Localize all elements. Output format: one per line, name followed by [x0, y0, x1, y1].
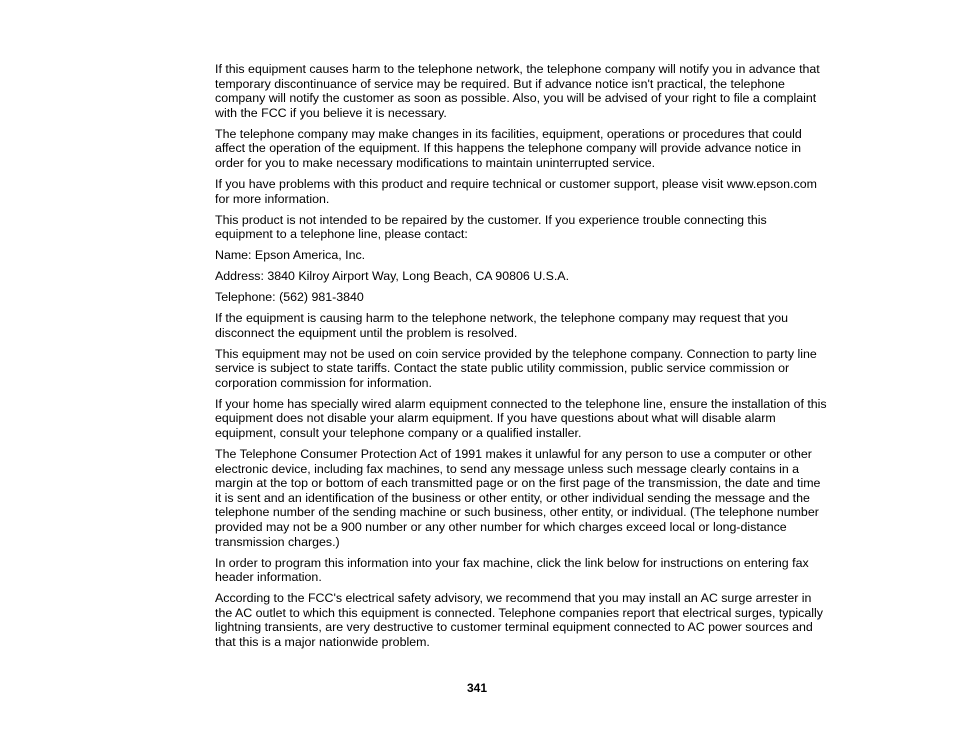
- paragraph-fax-header: In order to program this information into your fax machine, click the link below for instructions on entering fax header information.: [215, 555, 809, 585]
- paragraph-disconnect: If the equipment is causing harm to the telephone network, the telephone company may request that you disconnect the equipment until the problem is resolved.: [215, 311, 789, 340]
- contact-address: Address: 3840 Kilroy Airport Way, Long Beach, CA 90806 U.S.A.: [215, 269, 570, 284]
- paragraph-repair-contact: This product is not intended to be repaired by the customer. If you experience trouble connecting this equipment to a telephone line, please contact:: [215, 212, 767, 242]
- contact-telephone: Telephone: (562) 981-3840: [215, 290, 364, 305]
- document-body: [215, 62, 827, 656]
- paragraph-facility-changes: The telephone company may make changes in its facilities, equipment, operations or procedures that could affect the operation of the equipment. If this happens the telephone company will provide advance notice in order for you to make necessary modifications to maintain uninterrupted service.: [215, 126, 802, 170]
- paragraph-tcpa: The Telephone Consumer Protection Act of 1991 makes it unlawful for any person to use a computer or other electronic device, including fax machines, to send any message unless such message clearly contains in a margin at the top or bottom of each transmitted page or on the first page of the transmission, the date and time it is sent and an identification of the business or other entity, or other individual sending the message and the telephone number of the sending machine or such business, other entity, or individual. (The telephone number provided may not be a 900 number or any other number for which charges exceed local or long-distance transmission charges.): [215, 446, 821, 549]
- contact-name: Name: Epson America, Inc.: [215, 248, 366, 263]
- paragraph-surge-arrester: According to the FCC's electrical safety advisory, we recommend that you may install an AC surge arrester in the AC outlet to which this equipment is connected. Telephone companies report that electrical surges, typically lightning transients, are very destructive to customer terminal equipment connected to AC power sources and that this is a major nationwide problem.: [215, 591, 823, 649]
- paragraph-harm-notice: If this equipment causes harm to the telephone network, the telephone company will notify you in advance that temporary discontinuance of service may be required. But if advance notice isn't practical, the telephone company will notify the customer as soon as possible. Also, you will be advised of your right to file a complaint with the FCC if you believe it is necessary.: [215, 62, 820, 120]
- page-number: 341: [466, 681, 488, 695]
- paragraph-support: If you have problems with this product and require technical or customer support, please visit www.epson.com for more information.: [215, 176, 817, 206]
- paragraph-alarm-equipment: If your home has specially wired alarm equipment connected to the telephone line, ensure the installation of this equipment does not disable your alarm equipment. If you have questions about what will disable alarm equipment, consult your telephone company or a qualified installer.: [215, 396, 827, 440]
- paragraph-coin-service: This equipment may not be used on coin service provided by the telephone company. Connection to party line service is subject to state tariffs. Contact the state public utility commission, public service commission or corporation commission for information.: [215, 346, 817, 390]
